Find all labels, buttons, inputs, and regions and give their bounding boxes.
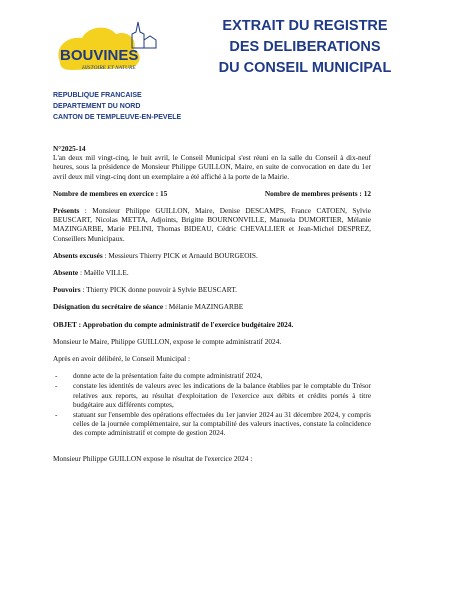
- list-item-text: statuant sur l'ensemble des opérations effectuées du 1er janvier 2024 au 31 décembre 2024, y compris celles de la journée complémentaire, sur la comptabilité des valeurs inactives, constate la coïncidence des compte administratif et compte de gestion 2024.: [73, 410, 371, 438]
- document-body: [53, 144, 371, 471]
- secretaire-paragraph: [53, 302, 371, 311]
- absents-excuses-label: Absents excusés: [53, 250, 103, 260]
- logo-tagline: HISTOIRE ET NATURE: [82, 65, 136, 71]
- list-dash: -: [55, 381, 58, 391]
- pouvoirs-text: : Thierry PICK donne pouvoir à Sylvie BEUSCART.: [80, 285, 237, 295]
- decision-list: [53, 371, 371, 437]
- title-line-3: DU CONSEIL MUNICIPAL: [218, 60, 392, 76]
- document-title: [190, 16, 420, 79]
- member-counts: [53, 189, 371, 198]
- list-dash: -: [55, 371, 58, 381]
- secretaire-text: : Mélanie MAZINGARBE: [163, 302, 244, 312]
- members-present: Nombre de membres présents : 12: [264, 188, 371, 198]
- title-line-1: EXTRAIT DU REGISTRE: [222, 18, 388, 34]
- presents-label: Présents: [53, 206, 80, 216]
- logo-name: BOUVINES: [60, 47, 139, 64]
- closing-paragraph: Monsieur Philippe GUILLON expose le résultat de l'exercice 2024 :: [53, 453, 253, 463]
- absente-text: : Maëlle VILLE.: [78, 268, 129, 278]
- logo-house-outline: [144, 36, 156, 48]
- admin-line-departement: DEPARTEMENT DU NORD: [53, 103, 141, 110]
- title-line-2: DES DELIBERATIONS: [229, 39, 381, 55]
- presents-paragraph: [53, 206, 371, 243]
- members-in-office: Nombre de membres en exercice : 15: [53, 188, 168, 198]
- deliberation-number: N°2025-14: [53, 144, 86, 153]
- list-item: [53, 381, 371, 409]
- absente-label: Absente: [53, 268, 79, 278]
- bouvines-logo: [52, 18, 172, 80]
- absents-excuses-text: : Messieurs Thierry PICK et Arnauld BOURGEOIS.: [102, 250, 258, 260]
- list-item: [53, 371, 371, 380]
- absente-paragraph: [53, 268, 371, 277]
- intro-paragraph: L'an deux mil vingt-cinq, le huit avril, le Conseil Municipal s'est réuni en la salle du Conseil à dix-neuf heures, sous la présidence de Monsieur Philippe GUILLON, Maire, en suite de convocation en date du 1er avril deux mil vingt-cinq dont un exemplaire a été affiché à la porte de la Mairie.: [53, 153, 371, 181]
- objet-heading: OBJET : Approbation du compte administratif de l'exercice budgétaire 2024.: [53, 319, 294, 329]
- secretaire-label: Désignation du secrétaire de séance: [53, 302, 164, 312]
- administrative-header: [53, 90, 181, 123]
- absents-excuses-paragraph: [53, 251, 371, 260]
- list-item-text: donne acte de la présentation faite du compte administratif 2024,: [73, 371, 263, 381]
- maire-expose-paragraph: Monsieur le Maire, Philippe GUILLON, expose le compte administratif 2024.: [53, 336, 282, 346]
- admin-line-republique: REPUBLIQUE FRANCAISE: [53, 92, 142, 99]
- pouvoirs-label: Pouvoirs: [53, 285, 81, 295]
- apres-deliberation-paragraph: Après en avoir délibéré, le Conseil Municipal :: [53, 354, 190, 364]
- pouvoirs-paragraph: [53, 285, 371, 294]
- admin-line-canton: CANTON DE TEMPLEUVE-EN-PEVELE: [53, 114, 182, 121]
- presents-text: : Monsieur Philippe GUILLON, Maire, Denise DESCAMPS, France CATOEN, Sylvie BEUSCART, Nicolas METTA, Adjoints, Brigitte BOURNONVILLE, Manuela DUMORTIER, Mélanie MAZINGARBE, Marie PELINI, Thomas BIDEAU, Cédric CHEVALLIER et Jean-Michel DESPREZ, Conseillers Municipaux.: [53, 206, 371, 243]
- list-item-text: constate les identités de valeurs avec les indications de la balance établies par le comptable du Trésor relatives aux reports, au résultat d'exploitation de l'exercice aux débits et crédits portés à titre budgétaire aux différents comptes,: [73, 381, 371, 409]
- list-dash: -: [55, 410, 58, 420]
- logo-graphic: [52, 18, 172, 80]
- list-item: [53, 410, 371, 438]
